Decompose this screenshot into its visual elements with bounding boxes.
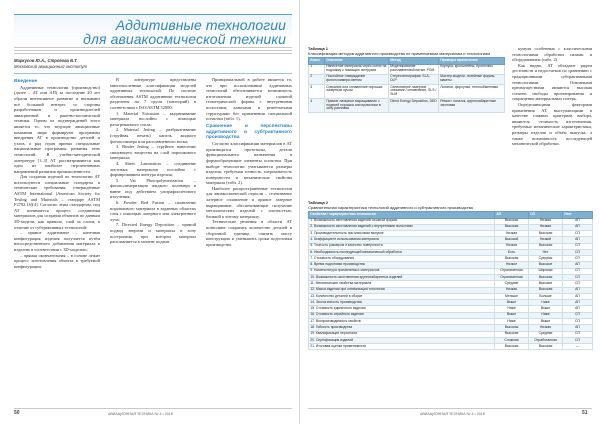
table2-cell: 20. Сертификация изделий	[309, 337, 495, 343]
table2-cell: Выше	[495, 312, 529, 318]
paragraph: Наиболее распространённые технологии для авиакосмической отрасли – селективное лазерное сплавление и прямое лазерное выращивание, обеспечивающие получение металлических изделий с плотностью, близкой к литому материалу.	[206, 185, 292, 219]
table2-cell: 7. Стоимость оборудования	[309, 256, 495, 262]
paragraph: 1. Material Extrusion – выдавливание материала послойно с помощью разогреваемого сопла;	[110, 110, 196, 127]
paragraph: Технические решения в области АТ позволяют сократить количество деталей в сборочной единице, снизить массу конструкции и уменьшить сроки подготовки производства.	[206, 219, 292, 247]
table2-title: Сравнительная характеристика технологий аддитивного и субтрактивного производства	[308, 205, 473, 210]
table1-cell: 3	[309, 84, 325, 98]
table2-cell: Средняя	[529, 331, 563, 337]
table2-cell: Ниже	[529, 312, 563, 318]
table2-cell: АП	[563, 287, 593, 293]
table2-cell: Низкая	[495, 243, 529, 249]
table2-cell: СП	[563, 331, 593, 337]
table2-cell: Высокая	[529, 344, 563, 350]
table2-cell: 6. Необходимость последующей механической обработки	[309, 249, 495, 255]
journal-footer-left: АВИАЦИОННАЯ ТЕХНИКА № 4 • 2018	[108, 412, 173, 416]
table2-cell: СП	[563, 249, 593, 255]
table2-cell: 18. Гибкость производства	[309, 325, 495, 331]
table2-cell: Высокая	[529, 243, 563, 249]
section-heading-intro: Введение	[14, 79, 38, 84]
table2-header-cell: Свойства / характеристики технологии	[309, 212, 495, 219]
table2-cell: Ниже	[495, 306, 529, 312]
table2-cell: Средняя	[529, 256, 563, 262]
author-block	[14, 58, 87, 69]
paragraph: кумуля особенных с классическими технологиями обработки силами и оборудованием (табл. 2).	[512, 46, 592, 63]
table1-cell: Корпуса, кронштейны, прототипы	[439, 64, 505, 74]
table1-label: Таблица 1	[308, 46, 329, 51]
table2-cell: Высокая	[495, 218, 529, 224]
table2-cell: 19. Квалификация персонала	[309, 331, 495, 337]
author-affiliation: Московский авиационный институт	[14, 63, 88, 69]
table2-cell: АП	[563, 224, 593, 230]
table2-body	[309, 218, 593, 350]
table2-cell: Высокое	[529, 262, 563, 268]
table2-cell: 16. Стоимость серийного изделия	[309, 312, 495, 318]
table2-cell: Высокая	[529, 231, 563, 237]
table2-cell: Высокая	[529, 287, 563, 293]
table2-cell: 10. Возможность изготовления крупногабаритных изделий	[309, 275, 495, 281]
paragraph: – прямое аддитивное – конечная конфигурация изделия получается путём непосредственного добавления материала к изделию в соответствии с 3D-моделью;	[14, 230, 100, 253]
table2-cell: Отработанная	[529, 337, 563, 343]
table2-cell: 2. Возможность изготовления изделий с внутренними полостями	[309, 224, 495, 230]
table1-header-cell: Класс	[309, 58, 325, 65]
right-page	[300, 0, 600, 424]
table1-header-cell: Метод	[389, 58, 439, 65]
paragraph: 4. Sheet Lamination – соединение листовых материалов послойно с формированием контура изделия;	[110, 160, 196, 178]
journal-footer-right: АВИАЦИОННАЯ ТЕХНИКА № 4 • 2018	[420, 412, 485, 416]
table1-body	[309, 64, 505, 113]
table2-cell: 21. Итоговая оценка применимости	[309, 344, 495, 350]
paragraph: 7. Directed Energy Deposition – прямой подвод энергии и материала в зону построения, при котором материал расплавляется в момент подачи.	[110, 222, 196, 245]
paragraph: Принципиальной в работе является то, что при использовании аддитивных технологий обеспечивается возможность изготовления изделий сложной геометрической формы с внутренними полостями, каналами и решётчатыми структурами без применения специальной оснастки (табл. 1).	[206, 77, 292, 122]
table2-header-cell: СП	[529, 212, 563, 219]
table2-cell: СП	[563, 312, 593, 318]
paragraph: 6. Powder Bed Fusion – сплавление порошкового материала в заданных областях слоя с помощью лазерного или электронного луча;	[110, 200, 196, 222]
paragraph: 5. Vat Photopolymerization – фотополимеризация жидкого полимера в ванне под действием ультрафиолетового излучения;	[110, 177, 196, 200]
table1-cell: 4	[309, 98, 325, 112]
article-title-line2: для авиакосмической техники	[83, 31, 286, 47]
table1-cell: Ремонт лопаток, крупногабаритные заготовки	[439, 98, 505, 112]
table1-cell: Мастер-модели, литейные формы, макеты	[439, 74, 505, 84]
table1-cell: Стереолитография, SLA, DLP	[389, 74, 439, 84]
table1-cell: Прямое лазерное выращивание с подачей порошка или проволоки в зону расплава	[325, 98, 389, 112]
table2-cell: Низкая	[529, 224, 563, 230]
table1-cell: Direct Energy Deposition, DED	[389, 98, 439, 112]
table1-cell: Нанесение материала через сопло на подложку с помощью экструзии	[325, 64, 389, 74]
table2-cell: Выше	[529, 319, 563, 325]
title-band	[14, 14, 292, 47]
author-names: Маркусов Ю.А., Строгова Б.Т.	[14, 58, 78, 63]
table2-cell: СП	[563, 281, 593, 287]
table1	[308, 57, 505, 113]
table2-cell: Высокие	[529, 281, 563, 287]
table2-cell: АП	[563, 306, 593, 312]
table1-cell: 2	[309, 74, 325, 84]
table2-cell: Низкая	[529, 325, 563, 331]
table1-cell: Селективное лазерное спекание / сплавление, SLS / SLM	[389, 84, 439, 98]
table2-cell: Высокая	[495, 331, 529, 337]
table1-cell: Спекание или сплавление порошка лазерным лучом	[325, 84, 389, 98]
paragraph: Для создания изделий по технологии АТ используются специальные стандарты и технические требования, утверждённые ASTM International (American Society for Testing and Materials – стандарт ASTM F2792.1S)[4]. Согласно этим стандартам, под АТ понимается процесс соединения материалов для создания объектов по данным 3D-модели, как правило, слой за слоем, в отличие от субтрактивных технологий:	[14, 174, 100, 230]
footer-rule	[14, 408, 292, 409]
table2-cell: Выше	[495, 300, 529, 306]
table1-cell: 1	[309, 64, 325, 74]
table2-header-cell: АП	[495, 212, 529, 219]
table2-cell: Больше	[529, 293, 563, 299]
table2-row	[309, 344, 593, 350]
table1-header-cell: Примеры применения	[439, 58, 505, 65]
table2-cell: Высокая	[495, 224, 529, 230]
table2-cell: Ограниченная	[495, 275, 529, 281]
table2-cell: 8. Время подготовки производства	[309, 262, 495, 268]
paragraph: 2. Material Jetting – разбрызгивание (струйная печать) капель жидкого фотополимера или расплавленного воска;	[110, 127, 196, 144]
table2-cell: 12. Масса изделия при оптимизации топологии	[309, 287, 495, 293]
table2-cell: Высокая	[529, 275, 563, 281]
table2-caption	[308, 200, 592, 210]
table2-cell: АП	[563, 237, 593, 243]
table2-header-cell: Итог	[563, 212, 593, 219]
table1-row	[309, 98, 505, 112]
table2-cell: Высокая	[495, 325, 529, 331]
table2-cell: —	[563, 344, 593, 350]
column-4	[512, 46, 592, 196]
table2-cell: СП	[563, 337, 593, 343]
table2-cell: 5. Точность размеров и качество поверхности	[309, 243, 495, 249]
table2-cell: АП	[563, 300, 593, 306]
table2-cell: Широкая	[529, 268, 563, 274]
paragraph: В литературе представлены многочисленные классификации моделей аддитивных технологий. По системе обозначения ASTM аддитивные технологии разделены на 7 групп (категорий) в соответствии с ISO/ASTM 52900:	[110, 77, 196, 110]
table2-cell: АП	[563, 262, 593, 268]
paragraph: Аддитивные технологии (производство) (далее – АТ или АП) за последние 20 лет обрели интенсивное развитие и вызывают всё больший интерес со стороны разработчиков и производителей авиационной и ракетно-космической техники. Одним из подтверждений этого является то, что ведущие авиационные компании мира формируют программы внедрения АТ в производство деталей и узлов, а ряд стран принял специальные национальные программы развития этих технологий. В учебно-методической литературе [1–3] АТ рассматриваются как одно из наиболее перспективных направлений развития промышленности.	[14, 84, 100, 174]
table2-cell: Низкий	[529, 237, 563, 243]
table2-cell: 15. Стоимость единичного изделия	[309, 306, 495, 312]
table2-cell: АП	[563, 218, 593, 224]
table2-cell: АП	[563, 325, 593, 331]
paragraph: – прямая окончательная – в основе лежит процесс изготовления объекта в требуемой конфигурации.	[14, 252, 100, 269]
paragraph: 3. Binder Jetting – струйное нанесение связующего вещества на слой порошкового материала;	[110, 144, 196, 161]
table1-row	[309, 64, 505, 74]
table2-cell: 9. Номенклатура применяемых материалов	[309, 268, 495, 274]
table2-cell: 4. Коэффициент использования материала	[309, 237, 495, 243]
table1-caption	[308, 46, 504, 56]
table2-cell: 13. Количество деталей в сборке	[309, 293, 495, 299]
table2-cell: Нет	[529, 249, 563, 255]
table1-row	[309, 84, 505, 98]
table2-cell: СП	[563, 243, 593, 249]
table2-cell: Низкая	[529, 218, 563, 224]
table2-cell: 3. Производительность при массовом выпуске	[309, 231, 495, 237]
table2-cell: Высокий	[495, 237, 529, 243]
table2-cell: Высокая	[495, 344, 529, 350]
column-2	[110, 77, 196, 407]
table2-cell: 1. Возможность изготовления изделий сложной формы	[309, 218, 495, 224]
column-3	[206, 77, 292, 407]
table1-title: Классификация методов аддитивного производства по применяемым материалам и технологиям	[308, 51, 491, 56]
footer-rule	[308, 408, 592, 409]
table2-cell: Выше	[529, 306, 563, 312]
column-1	[14, 77, 100, 407]
paragraph: Определяющими факторами применения АТ, выступающими в качестве главных критериев выбора, являются: стоимость изготовления, требуемые механические характеристики, размеры изделия и объём выпуска, а также возможность последующей механической обработки.	[512, 101, 592, 147]
table2-cell: Ниже	[529, 300, 563, 306]
table2-cell: СП	[563, 275, 593, 281]
table2	[308, 211, 593, 350]
table2-cell: Высокая	[495, 256, 529, 262]
paragraph: Как видно, АТ обладают рядом достоинств и недостатков по сравнению с традиционными субтрактивными технологиями. Основными преимуществами являются высокая степень свободы проектирования и сокращение материальных потерь.	[512, 62, 592, 102]
table2-cell: Средние	[495, 281, 529, 287]
table2-label: Таблица 2	[308, 200, 329, 205]
table2-cell: Сложная	[495, 337, 529, 343]
section-heading-comparison: Сравнение и перспективы аддитивного и субтрактивного производства	[206, 123, 292, 141]
page-number-left: 50	[14, 410, 20, 416]
table2-cell: СП	[563, 231, 593, 237]
page-number-right: 51	[582, 410, 588, 416]
table1-row	[309, 74, 505, 84]
table2-cell: АП	[563, 293, 593, 299]
table2-cell: Ограниченная	[495, 268, 529, 274]
table2-cell: СП	[563, 319, 593, 325]
table2-cell: СП	[563, 256, 593, 262]
table2-cell: Низкая	[495, 287, 529, 293]
table2-cell: 14. Экологичность производства	[309, 300, 495, 306]
table2-cell: Низкая	[495, 231, 529, 237]
table1-cell: Лопатки, форсунки, теплообменники	[439, 84, 505, 98]
table2-cell: 11. Механические свойства материала	[309, 281, 495, 287]
table2-cell: СП	[563, 268, 593, 274]
table2-cell: Ниже	[495, 319, 529, 325]
table1-cell: Послойное отверждение фотополимера светом	[325, 74, 389, 84]
table1-header-cell: Описание	[325, 58, 389, 65]
title-rules	[14, 47, 292, 56]
header-rule	[14, 73, 292, 74]
table2-cell: 17. Воспроизводимость свойств	[309, 319, 495, 325]
table2-cell: Есть	[495, 249, 529, 255]
paragraph: Согласно классификации материалов в АТ производятся прототипы, детали функционального назначения и формообразующие элементы оснастки. При выборе технологии учитываются размеры изделия, требуемая точность, шероховатость поверхности и механические свойства материала (табл. 2).	[206, 141, 292, 186]
table2-cell: Меньше	[495, 293, 529, 299]
table1-cell: Моделирование расплавленной нитью, FDM	[389, 64, 439, 74]
table2-cell: Низкое	[495, 262, 529, 268]
article-title-line1: Аддитивные технологии	[115, 17, 286, 33]
